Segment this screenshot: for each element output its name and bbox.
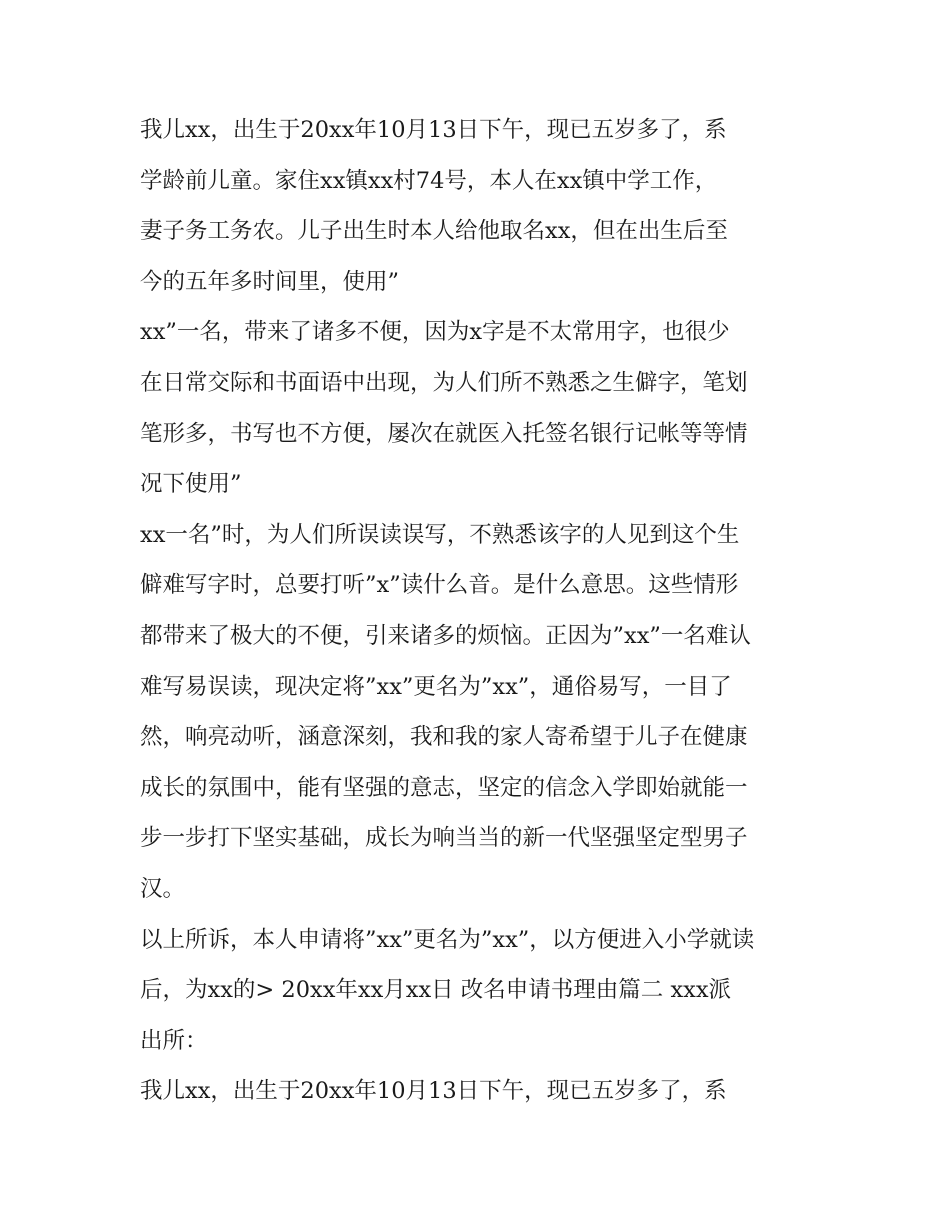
text-line: 步一步打下坚实基础，成长为响当当的新一代坚强坚定型男子 [140,825,748,852]
text-line: xx”一名，带来了诸多不便，因为x字是不太常用字，也很少 [140,319,730,346]
text-line: 都带来了极大的不便，引来诸多的烦恼。正因为”xx”一名难认 [140,622,751,649]
text-line: 成长的氛围中，能有坚强的意志，坚定的信念入学即始就能一 [140,774,748,801]
text-line: xx一名”时，为人们所误读误写，不熟悉该字的人见到这个生 [140,521,740,548]
text-line: 学龄前儿童。家住xx镇xx村74号，本人在xx镇中学工作， [140,167,718,194]
text-line: 况下使用” [140,471,242,498]
text-line: 我儿xx，出生于20xx年10月13日下午，现已五岁多了，系 [140,117,727,143]
text-line: 僻难写字时，总要打听”x”读什么音。是什么意思。这些情形 [140,572,739,599]
text-line: 汉。 [140,875,186,902]
text-line: 以上所诉，本人申请将”xx”更名为”xx”，以方便进入小学就读 [140,926,755,953]
text-line: 在日常交际和书面语中出现，为人们所不熟悉之生僻字，笔划 [140,369,748,396]
text-line: 出所： [140,1027,208,1054]
document-body [140,110,830,1122]
text-line: 难写易误读，现决定将”xx”更名为”xx”，通俗易写，一目了 [140,673,732,700]
text-line: 笔形多，书写也不方便，屡次在就医入托签名银行记帐等等情 [140,420,748,447]
text-line: 今的五年多时间里，使用” [140,268,400,295]
text-line: 妻子务工务农。儿子出生时本人给他取名xx，但在出生后至 [140,218,728,245]
text-line: 后，为xx的> 20xx年xx月xx日 改名申请书理由篇二 xxx派 [140,977,732,1004]
text-line: 我儿xx，出生于20xx年10月13日下午，现已五岁多了，系 [140,1078,727,1105]
text-line: 然，响亮动听，涵意深刻，我和我的家人寄希望于儿子在健康 [140,724,748,751]
